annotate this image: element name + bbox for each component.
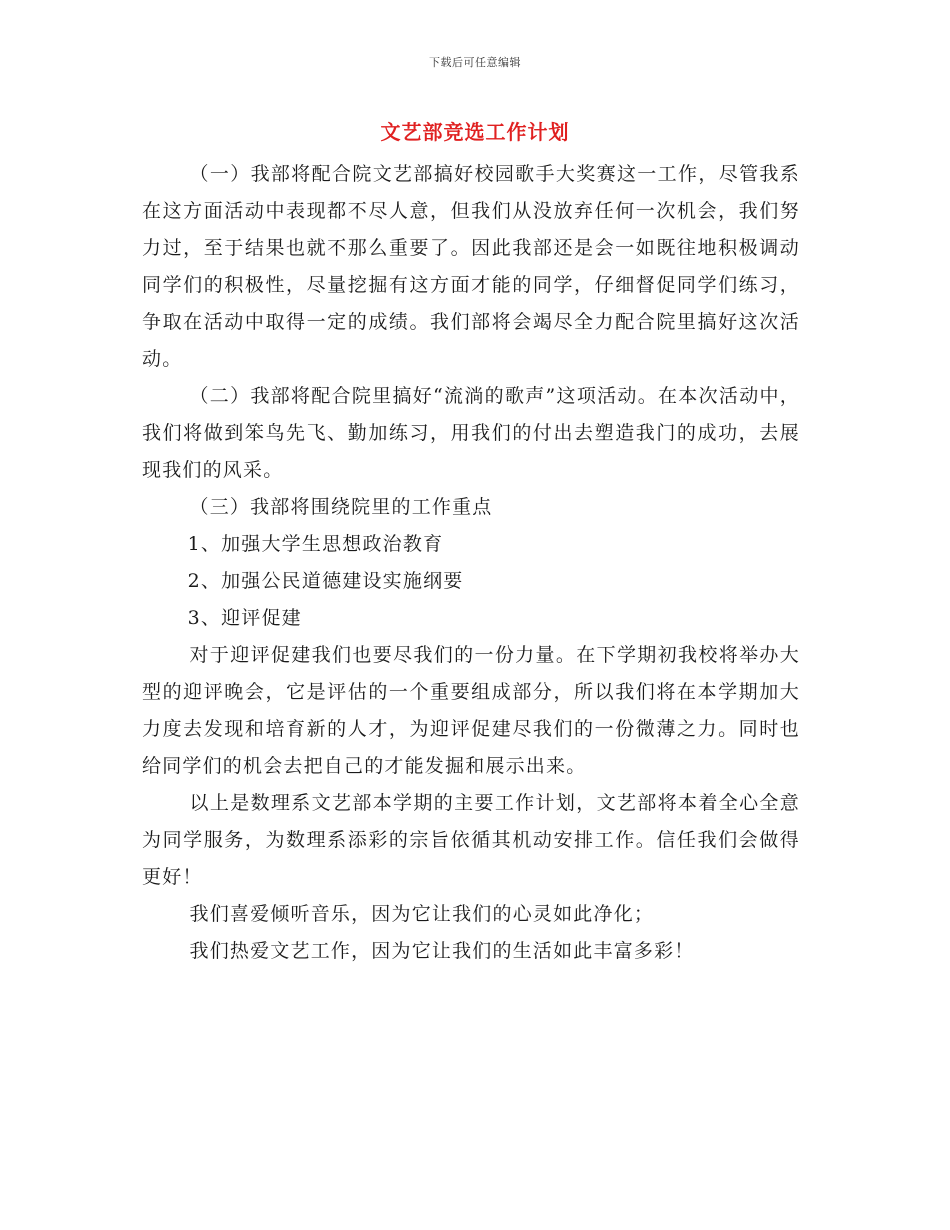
document-title: 文艺部竞选工作计划 xyxy=(380,120,570,144)
list-item-2: 2、加强公民道德建设实施纲要 xyxy=(187,570,464,592)
paragraph-1: （一）我部将配合院文艺部搞好校园歌手大奖赛这一工作，尽管我系在这方面活动中表现都不尽人意，但我们从没放弃任何一次机会，我们努力过，至于结果也就不那么重要了。因此我部还是会一如既往地积极调动同学们的积极性，尽量挖掘有这方面才能的同学，仔细督促同学们练习，争取在活动中取得一定的成绩。我们部将会竭尽全力配合院里搞好这次活动。 xyxy=(142,163,800,370)
paragraph-2: （二）我部将配合院里搞好“流淌的歌声”这项活动。在本次活动中，我们将做到笨鸟先飞、勤加练习，用我们的付出去塑造我门的成功，去展现我们的风采。 xyxy=(142,385,800,481)
list-item-3: 3、迎评促建 xyxy=(187,607,302,629)
list-item-1: 1、加强大学生思想政治教育 xyxy=(187,533,444,555)
paragraph-4: 对于迎评促建我们也要尽我们的一份力量。在下学期初我校将举办大型的迎评晚会，它是评估的一个重要组成部分，所以我们将在本学期加大力度去发现和培育新的人才，为迎评促建尽我们的一份微薄之力。同时也给同学们的机会去把自己的才能发掘和展示出来。 xyxy=(142,644,800,777)
paragraph-3: （三）我部将围绕院里的工作重点 xyxy=(189,496,493,518)
closing-line-1: 我们喜爱倾听音乐，因为它让我们的心灵如此净化； xyxy=(189,903,655,925)
header-note: 下载后可任意编辑 xyxy=(429,56,521,69)
paragraph-5: 以上是数理系文艺部本学期的主要工作计划，文艺部将本着全心全意为同学服务，为数理系添彩的宗旨依循其机动安排工作。信任我们会做得更好！ xyxy=(142,792,800,888)
closing-line-2: 我们热爱文艺工作，因为它让我们的生活如此丰富多彩！ xyxy=(189,940,695,962)
document-body xyxy=(142,156,800,970)
